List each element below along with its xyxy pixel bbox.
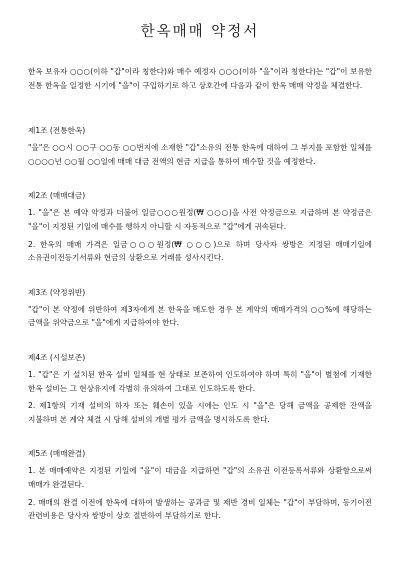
article-clause: 2. 한옥의 매매 가격은 일금○○○원정(₩ ○○○)으로 하며 당사자 쌍방은 지정된 매매기일에 소유권이전등기서류와 현금의 상환으로 거래를 성사시킨다. <box>28 239 372 263</box>
article-section <box>28 124 372 168</box>
article-clause: 1. "갑"은 기 설치된 한옥 설비 일체를 현 상태로 보존하여 인도하여야 하며 특히 "을"이 별첨에 기재한 한옥 설비는 그 현상유지에 각별히 유의하여 그대로 인도하도록 한다. <box>28 369 372 393</box>
article-clause: "을"은 ○○시 ○○구 ○○동 ○○번지에 소재한 "갑"소유의 전통 한옥에 대하여 그 부지를 포함한 일체를 ○○○○년 ○○월 ○○일에 매매 대금 전액의 현금 지급을 통하여 매수할 것을 예정한다. <box>28 143 372 166</box>
article-heading: 제4조 (시설보존) <box>28 352 86 362</box>
intro-paragraph: 한옥 보유자 ○○○(이하 "갑"이라 칭한다)와 매수 예정자 ○○○(이하 "을"이라 칭한다)는 "갑"이 보유한 전통 한옥을 일정한 시기에 "을"이 구입하기로 하고 상호간에 다음과 같이 한옥 매매 약정을 체결한다. <box>28 67 372 90</box>
article-heading: 제2조 (매매대금) <box>28 191 86 201</box>
article-clause: 1. "을"은 본 예약 약정과 더불어 일금○○○원정(₩ ○○○)을 사전 약정금으로 지급하며 본 약정금은 "을"이 지정된 기일에 매수를 행하지 아니할 시 자동적으로 "갑"에게 귀속된다. <box>28 208 372 231</box>
article-heading: 제3조 (약정위반) <box>28 287 86 297</box>
article-section <box>28 286 372 330</box>
article-clause: 2. 매매의 완결 이전에 한옥에 대하여 발생하는 공과금 및 제반 경비 일체는 "갑"이 부담하며, 등기이전 관련비용은 당사자 쌍방이 상호 절반하여 부담하기로 한다. <box>28 497 372 521</box>
article-heading: 제5조 (매매완결) <box>28 449 86 459</box>
articles-container <box>28 124 372 523</box>
article-section <box>28 351 372 426</box>
article-heading: 제1조 (전통한옥) <box>28 126 86 136</box>
article-clause: 1. 본 매매예약은 지정된 기일에 "을"이 대금을 지급하면 "갑"의 소유권 이전등록서류와 상환함으로써 매매가 완결된다. <box>28 466 372 489</box>
article-clause: 2. 제1항의 기재 설비의 하자 또는 훼손이 있을 시에는 인도 시 "을"은 당해 금액을 공제한 잔액을 지불하며 본 계약 체결 시 당해 설비의 개별 평가 금액을 명시하도록 한다. <box>28 401 372 424</box>
article-section <box>28 189 372 264</box>
article-section <box>28 447 372 522</box>
document-title: 한옥매매 약정서 <box>140 24 260 40</box>
article-clause: "갑"이 본 약정에 위반하여 제3자에게 본 한옥을 매도한 경우 본 계약의 매매가격의 ○○%에 해당하는 금액을 위약금으로 "을"에게 지급하여야 한다. <box>28 304 372 328</box>
